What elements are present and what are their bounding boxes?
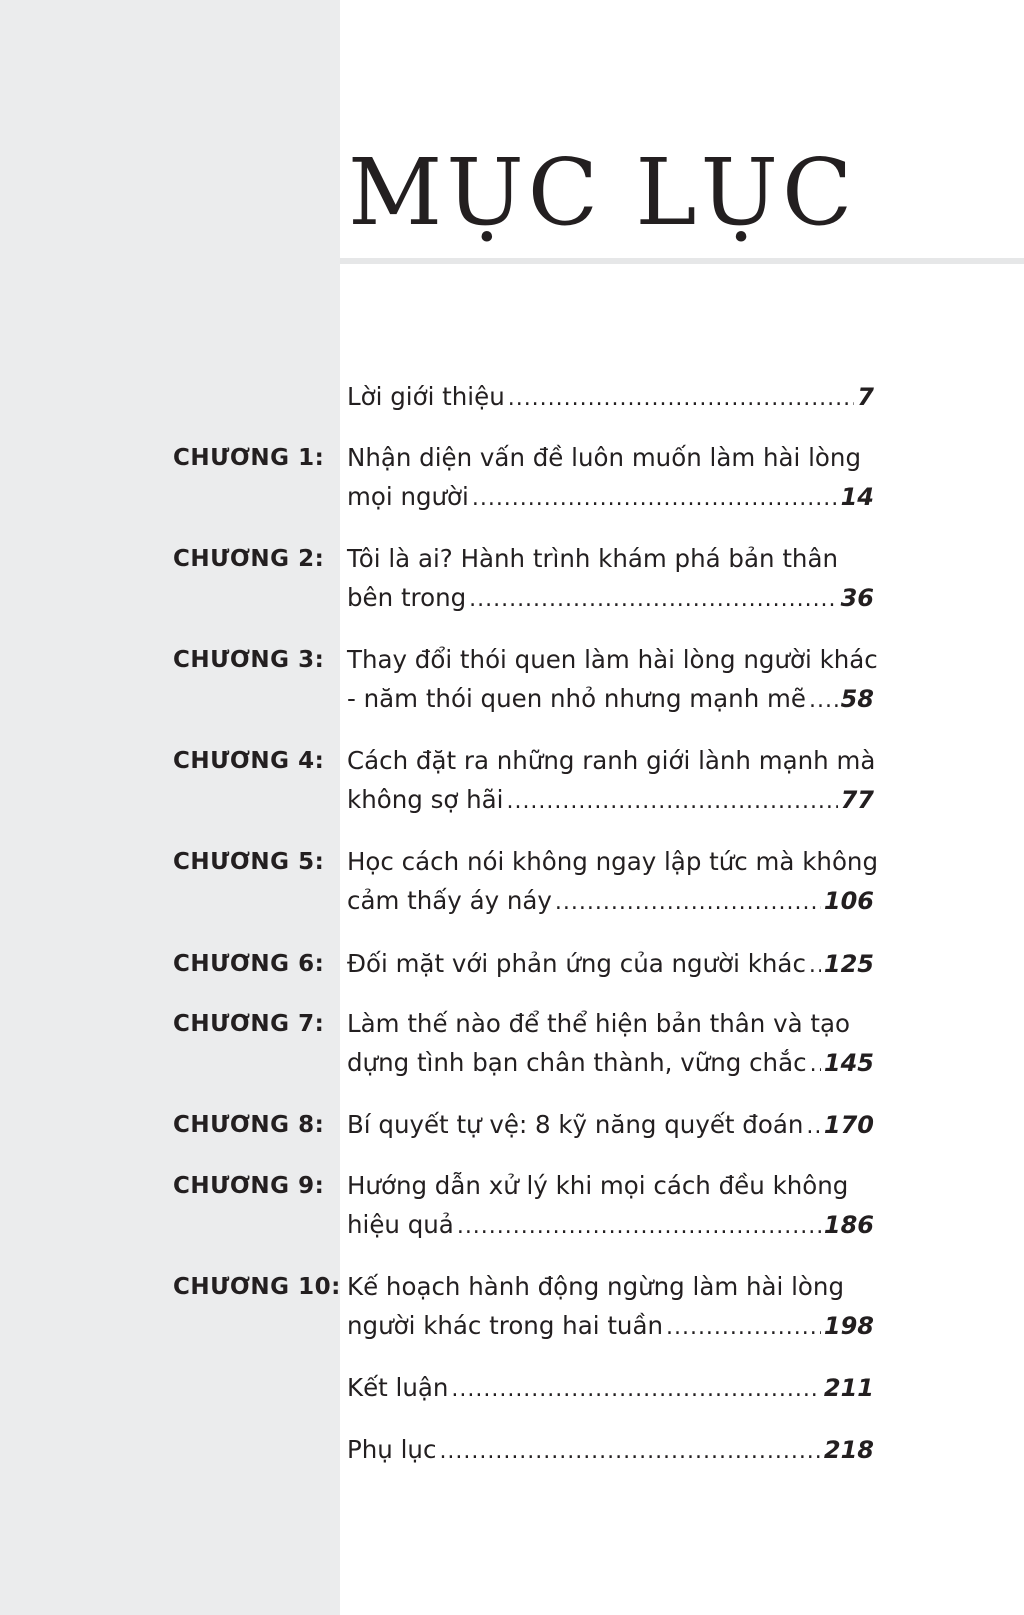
entry-title <box>347 1368 874 1407</box>
entry-line-text: dựng tình bạn chân thành, vững chắc <box>347 1048 807 1077</box>
entry-line <box>347 477 874 516</box>
page-number: 58 <box>840 685 874 713</box>
dot-leader <box>457 1205 821 1246</box>
chapter-label: CHƯƠNG 7: <box>173 1011 325 1037</box>
entry-title <box>347 741 874 819</box>
dot-leader <box>809 679 838 720</box>
entry-line <box>347 1306 874 1345</box>
page-number: 7 <box>857 383 874 411</box>
entry-line <box>347 1043 874 1082</box>
page-number: 170 <box>823 1111 874 1139</box>
entry-title <box>347 640 878 718</box>
entry-line-text: mọi người <box>347 482 469 511</box>
chapter-label: CHƯƠNG 4: <box>173 748 325 774</box>
entry-line <box>347 1205 874 1244</box>
entry-line-text: - năm thói quen nhỏ nhưng mạnh mẽ <box>347 684 806 713</box>
entry-line <box>347 679 874 718</box>
entry-line-text: Bí quyết tự vệ: 8 kỹ năng quyết đoán <box>347 1110 804 1139</box>
entry-title <box>347 377 874 416</box>
page-title: MỤC LỤC <box>348 139 857 246</box>
entry-line-text: Thay đổi thói quen làm hài lòng người khác <box>347 645 878 674</box>
page-number: 198 <box>823 1312 874 1340</box>
page-number: 77 <box>840 786 874 814</box>
chapter-label: CHƯƠNG 2: <box>173 546 325 572</box>
entry-line <box>347 1430 874 1469</box>
entry-line <box>347 780 874 819</box>
entry-title <box>347 438 874 516</box>
entry-line <box>347 944 874 983</box>
entry-line <box>347 842 879 881</box>
chapter-label: CHƯƠNG 10: <box>173 1274 341 1300</box>
entry-line-text: không sợ hãi <box>347 785 504 814</box>
entry-line <box>347 640 878 679</box>
entry-line <box>347 539 874 578</box>
page-number: 36 <box>840 584 874 612</box>
dot-leader <box>469 578 837 619</box>
page-number: 106 <box>823 887 874 915</box>
entry-title <box>347 1105 874 1144</box>
chapter-label: CHƯƠNG 9: <box>173 1173 325 1199</box>
dot-leader <box>472 477 838 518</box>
entry-line-text: Đối mặt với phản ứng của người khác <box>347 949 806 978</box>
entry-line-text: Kế hoạch hành động ngừng làm hài lòng <box>347 1272 844 1301</box>
entry-line-text: Lời giới thiệu <box>347 382 505 411</box>
entry-line-text: Nhận diện vấn đề luôn muốn làm hài lòng <box>347 443 861 472</box>
dot-leader <box>508 377 855 418</box>
entry-line <box>347 1004 874 1043</box>
entry-line <box>347 1368 874 1407</box>
chapter-label: CHƯƠNG 6: <box>173 951 325 977</box>
entry-title <box>347 1267 874 1345</box>
entry-line-text: Hướng dẫn xử lý khi mọi cách đều không <box>347 1171 849 1200</box>
entry-line <box>347 1166 874 1205</box>
entry-line <box>347 578 874 617</box>
dot-leader <box>809 944 821 985</box>
dot-leader <box>806 1105 821 1146</box>
chapter-label: CHƯƠNG 3: <box>173 647 325 673</box>
dot-leader <box>451 1368 820 1409</box>
entry-line-text: người khác trong hai tuần <box>347 1311 663 1340</box>
entry-line-text: Phụ lục <box>347 1435 437 1464</box>
page-number: 186 <box>823 1211 874 1239</box>
entry-line-text: hiệu quả <box>347 1210 454 1239</box>
entry-title <box>347 539 874 617</box>
entry-line <box>347 1105 874 1144</box>
entry-title <box>347 1166 874 1244</box>
chapter-label: CHƯƠNG 5: <box>173 849 325 875</box>
entry-title <box>347 1430 874 1469</box>
entry-line <box>347 377 874 416</box>
entry-line <box>347 741 874 780</box>
entry-line-text: cảm thấy áy náy <box>347 886 552 915</box>
dot-leader <box>555 881 821 922</box>
entry-line-text: bên trong <box>347 583 467 612</box>
entry-line <box>347 1267 874 1306</box>
page-number: 218 <box>823 1436 874 1464</box>
dot-leader <box>810 1043 821 1084</box>
entry-line-text: Làm thế nào để thể hiện bản thân và tạo <box>347 1009 851 1038</box>
entry-title <box>347 1004 874 1082</box>
dot-leader <box>439 1430 820 1471</box>
entry-title <box>347 842 879 920</box>
chapter-label: CHƯƠNG 1: <box>173 445 325 471</box>
entry-line <box>347 438 874 477</box>
entry-line-text: Kết luận <box>347 1373 449 1402</box>
page-number: 211 <box>823 1374 874 1402</box>
page-number: 14 <box>840 483 874 511</box>
entry-line-text: Học cách nói không ngay lập tức mà không <box>347 847 879 876</box>
dot-leader <box>666 1306 821 1347</box>
dot-leader <box>506 780 837 821</box>
entry-line-text: Tôi là ai? Hành trình khám phá bản thân <box>347 544 838 573</box>
entry-line-text: Cách đặt ra những ranh giới lành mạnh mà <box>347 746 876 775</box>
page-number: 145 <box>823 1049 874 1077</box>
entry-title <box>347 944 874 983</box>
chapter-label: CHƯƠNG 8: <box>173 1112 325 1138</box>
page-number: 125 <box>823 950 874 978</box>
entry-line <box>347 881 874 920</box>
